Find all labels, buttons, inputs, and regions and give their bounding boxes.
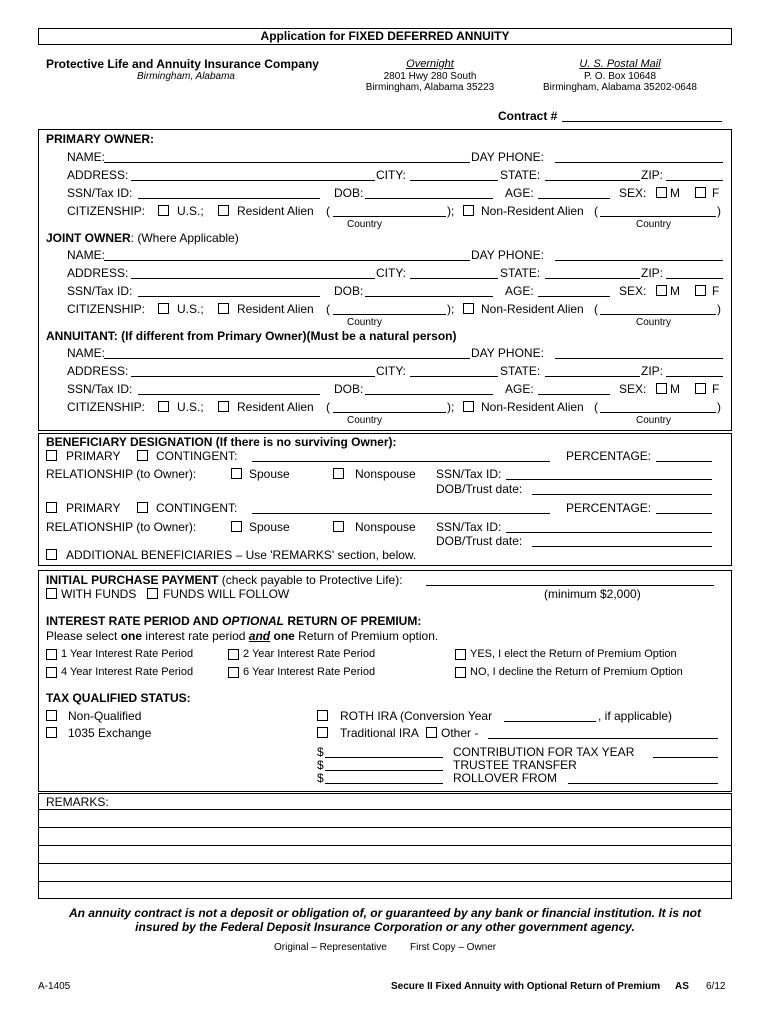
joint-nra-country-caption: Country [636,317,672,328]
joint-nra-country-field[interactable] [600,314,716,315]
joint-ra-country-field[interactable] [333,314,446,315]
postal-label: U. S. Postal Mail [579,58,661,70]
annuitant-sex-m-checkbox[interactable] [656,383,667,394]
form-title: Application for FIXED DEFERRED ANNUITY [260,29,510,43]
annuitant-nra-country-field[interactable] [600,412,716,413]
beneficiary1-percentage-label: PERCENTAGE: [566,449,652,463]
payment-title-bold: INITIAL PURCHASE PAYMENT [46,573,219,587]
with-funds-checkbox[interactable] [46,588,57,599]
form-state: AS [675,981,689,992]
rop-yes-checkbox[interactable] [455,649,466,660]
beneficiary2-dob-field[interactable] [532,546,712,547]
annuitant-age-field[interactable] [538,394,610,395]
product-name: Secure II Fixed Annuity with Optional Return of Premium [391,981,661,992]
annuitant-state-label: STATE: [500,364,541,378]
joint-age-label: AGE: [505,284,534,298]
beneficiary2-spouse-label: Spouse [249,520,290,534]
rollover-label: ROLLOVER FROM [453,771,558,785]
beneficiary1-ssn-label: SSN/Tax ID: [436,467,502,481]
company-name: Protective Life and Annuity Insurance Company [46,57,319,71]
with-funds-label: WITH FUNDS [61,587,137,601]
joint-name-label: NAME: [67,248,106,262]
rate-2yr-label: 2 Year Interest Rate Period [243,648,376,660]
roth-ira-checkbox[interactable] [317,710,328,721]
beneficiary2-name-field[interactable] [252,513,550,514]
annuitant-us-checkbox[interactable] [158,401,169,412]
interest-title-d: : [417,614,422,628]
primary-age-field[interactable] [538,198,610,199]
joint-phone-field[interactable] [555,260,723,261]
primary-city-label: CITY: [376,168,407,182]
funds-follow-checkbox[interactable] [147,588,158,599]
joint-resident-alien-label: Resident Alien [237,302,314,316]
primary-dob-field[interactable] [365,198,493,199]
interest-title-a: INTEREST RATE PERIOD AND [46,614,223,628]
rollover-from-field[interactable] [568,783,718,784]
annuitant-sex-f-checkbox[interactable] [695,383,706,394]
annuitant-ra-close: ); [447,400,455,414]
joint-ra-close: ); [447,302,455,316]
primary-sex-m-label: M [670,186,680,200]
annuitant-title [46,330,457,342]
additional-beneficiaries-label: ADDITIONAL BENEFICIARIES – Use 'REMARKS' section, below. [66,548,417,562]
annuitant-ra-open-paren: ( [326,400,330,414]
annuitant-resident-alien-label: Resident Alien [237,400,314,414]
beneficiary2-contingent-label: CONTINGENT: [156,501,238,515]
rate-1yr-checkbox[interactable] [46,649,57,660]
primary-owner-title: PRIMARY OWNER: [46,132,154,146]
overnight-address-1: 2801 Hwy 280 South [383,71,477,82]
beneficiary1-contingent-label: CONTINGENT: [156,449,238,463]
primary-sex-label: SEX: [619,186,647,200]
annuitant-ra-country-caption: Country [347,415,383,426]
joint-state-field[interactable] [545,278,640,279]
joint-sex-f-label: F [712,284,720,298]
joint-us-checkbox[interactable] [158,303,169,314]
beneficiary1-nonspouse-label: Nonspouse [355,467,416,481]
primary-state-field[interactable] [545,180,640,181]
beneficiary2-primary-label: PRIMARY [66,501,121,515]
remarks-label: REMARKS: [46,795,109,809]
joint-address-field[interactable] [131,278,375,279]
annuitant-age-label: AGE: [505,382,534,396]
joint-ra-open-paren: ( [326,302,330,316]
beneficiary2-percentage-label: PERCENTAGE: [566,501,652,515]
joint-owner-title [46,232,239,244]
annuitant-phone-label: DAY PHONE: [471,346,544,360]
remarks-line-3[interactable] [38,845,732,846]
annuitant-nra-open-paren: ( [594,400,598,414]
non-qualified-label: Non-Qualified [68,709,142,723]
primary-sex-m-checkbox[interactable] [656,187,667,198]
overnight-label: Overnight [406,58,454,70]
annuitant-title-a: ANNUITANT [46,329,114,343]
payment-amount-field[interactable] [426,585,714,586]
other-checkbox[interactable] [426,727,437,738]
interest-title-b: OPTIONAL [222,614,285,628]
beneficiary1-nonspouse-checkbox[interactable] [333,468,344,479]
tax-status-title: TAX QUALIFIED STATUS: [46,691,191,705]
minimum-amount-note: (minimum $2,000) [544,587,641,601]
joint-address-label: ADDRESS: [67,266,129,280]
joint-dob-field[interactable] [365,296,493,297]
primary-city-field[interactable] [410,180,498,181]
non-qualified-checkbox[interactable] [46,710,57,721]
annuitant-sex-label: SEX: [619,382,647,396]
annuitant-dob-field[interactable] [365,394,493,395]
disclaimer-line-2: insured by the Federal Deposit Insurance Corporation or any other government agency. [135,920,635,934]
joint-nra-label: Non-Resident Alien [481,302,584,316]
annuitant-zip-label: ZIP: [641,364,664,378]
rate-4yr-label: 4 Year Interest Rate Period [61,666,194,678]
primary-sex-f-checkbox[interactable] [695,187,706,198]
primary-nra-country-field[interactable] [600,216,716,217]
beneficiary1-contingent-checkbox[interactable] [137,450,148,461]
company-city: Birmingham, Alabama [136,71,235,82]
primary-ssn-field[interactable] [138,198,320,199]
joint-ra-country-caption: Country [347,317,383,328]
annuitant-zip-field[interactable] [666,376,723,377]
annuitant-us-label: U.S.; [177,400,204,414]
joint-owner-title-b: : (Where Applicable) [130,231,239,245]
annuitant-nra-checkbox[interactable] [463,401,474,412]
beneficiary2-contingent-checkbox[interactable] [137,502,148,513]
beneficiary1-primary-label: PRIMARY [66,449,121,463]
primary-ra-country-caption: Country [347,219,383,230]
beneficiary2-nonspouse-label: Nonspouse [355,520,416,534]
annuitant-address-field[interactable] [131,376,375,377]
joint-sex-m-label: M [670,284,680,298]
rate-2yr-checkbox[interactable] [228,649,239,660]
primary-address-label: ADDRESS: [67,168,129,182]
joint-nra-close: ) [717,302,721,316]
remarks-line-5[interactable] [38,881,732,882]
annuitant-state-field[interactable] [545,376,640,377]
primary-dob-label: DOB: [334,186,364,200]
beneficiary-title: BENEFICIARY DESIGNATION (If there is no surviving Owner): [46,435,397,449]
annuitant-nra-label: Non-Resident Alien [481,400,584,414]
rop-no-label: NO, I decline the Return of Premium Option [470,666,683,678]
joint-nra-checkbox[interactable] [463,303,474,314]
joint-phone-label: DAY PHONE: [471,248,544,262]
annuitant-city-field[interactable] [410,376,498,377]
contract-label: Contract # [498,109,558,123]
roth-ira-tail: , if applicable) [598,709,673,723]
beneficiary2-spouse-checkbox[interactable] [231,521,242,532]
beneficiary2-nonspouse-checkbox[interactable] [333,521,344,532]
annuitant-sex-m-label: M [670,382,680,396]
primary-zip-label: ZIP: [641,168,664,182]
primary-us-checkbox[interactable] [158,205,169,216]
annuitant-resident-alien-checkbox[interactable] [218,401,229,412]
annuitant-citizenship-label: CITIZENSHIP: [67,400,146,414]
rate-4yr-checkbox[interactable] [46,667,57,678]
annuitant-name-label: NAME: [67,346,106,360]
interest-instr-6: one [273,629,295,643]
annuitant-dob-label: DOB: [334,382,364,396]
beneficiary2-relationship-label: RELATIONSHIP (to Owner): [46,520,197,534]
contribution-amount-field[interactable] [325,757,443,758]
joint-sex-label: SEX: [619,284,647,298]
joint-sex-m-checkbox[interactable] [656,285,667,296]
postal-address-1: P. O. Box 10648 [583,71,657,82]
annuitant-phone-field[interactable] [555,358,723,359]
contract-number-field[interactable] [562,121,722,122]
interest-instr-4: and [248,629,271,643]
joint-nra-open-paren: ( [594,302,598,316]
annuitant-name-field[interactable] [104,358,470,359]
primary-phone-field[interactable] [555,162,723,163]
rate-6yr-checkbox[interactable] [228,667,239,678]
beneficiary1-percentage-field[interactable] [656,461,712,462]
payment-title-rest: (check payable to Protective Life): [218,573,403,587]
primary-sex-f-label: F [712,186,720,200]
beneficiary2-ssn-field[interactable] [506,532,712,533]
beneficiary2-primary-checkbox[interactable] [46,502,57,513]
joint-us-label: U.S.; [177,302,204,316]
roth-conversion-year-field[interactable] [504,721,596,722]
interest-instructions [46,630,438,642]
joint-city-label: CITY: [376,266,407,280]
contribution-dollar-sign: $ [317,745,324,759]
primary-nra-label: Non-Resident Alien [481,204,584,218]
interest-instr-3: interest rate period [142,629,249,643]
joint-ssn-field[interactable] [138,296,320,297]
beneficiary2-percentage-field[interactable] [656,513,712,514]
primary-resident-alien-checkbox[interactable] [218,205,229,216]
other-field[interactable] [488,738,718,739]
rate-1yr-label: 1 Year Interest Rate Period [61,648,194,660]
exchange-1035-label: 1035 Exchange [68,726,152,740]
traditional-ira-checkbox[interactable] [317,727,328,738]
trustee-amount-field[interactable] [325,770,443,771]
remarks-line-4[interactable] [38,863,732,864]
payment-title [46,574,403,586]
copy-owner: First Copy – Owner [410,942,497,953]
annuitant-nra-country-caption: Country [636,415,672,426]
annuitant-ssn-field[interactable] [138,394,320,395]
interest-title [46,615,421,627]
contribution-label: CONTRIBUTION FOR TAX YEAR [453,745,635,759]
form-number: A-1405 [38,981,71,992]
primary-resident-alien-label: Resident Alien [237,204,314,218]
interest-instr-1: Please select [46,629,121,643]
exchange-1035-checkbox[interactable] [46,727,57,738]
primary-ra-close: ); [447,204,455,218]
remarks-line-2[interactable] [38,827,732,828]
trustee-dollar-sign: $ [317,758,324,772]
annuitant-city-label: CITY: [376,364,407,378]
traditional-ira-label: Traditional IRA [340,726,419,740]
rop-yes-label: YES, I elect the Return of Premium Option [470,648,677,660]
annuitant-address-label: ADDRESS: [67,364,129,378]
joint-dob-label: DOB: [334,284,364,298]
trustee-label: TRUSTEE TRANSFER [453,758,577,772]
copy-original: Original – Representative [274,942,387,953]
rollover-amount-field[interactable] [325,783,443,784]
interest-title-c: RETURN OF PREMIUM [284,614,418,628]
form-date: 6/12 [706,981,726,992]
funds-follow-label: FUNDS WILL FOLLOW [163,587,290,601]
beneficiary1-spouse-label: Spouse [249,467,290,481]
primary-state-label: STATE: [500,168,541,182]
joint-state-label: STATE: [500,266,541,280]
primary-age-label: AGE: [505,186,534,200]
primary-ssn-label: SSN/Tax ID: [67,186,133,200]
roth-ira-label: ROTH IRA (Conversion Year [340,709,493,723]
beneficiary1-relationship-label: RELATIONSHIP (to Owner): [46,467,197,481]
annuitant-title-b: : (If different from Primary Owner)(Must be a natural person) [113,329,457,343]
beneficiary1-name-field[interactable] [252,461,550,462]
primary-phone-label: DAY PHONE: [471,150,544,164]
remarks-line-1[interactable] [38,809,732,810]
beneficiary2-dob-label: DOB/Trust date: [436,534,523,548]
beneficiary1-dob-field[interactable] [532,494,712,495]
beneficiary1-ssn-field[interactable] [506,479,712,480]
primary-address-field[interactable] [131,180,375,181]
annuitant-nra-close: ) [717,400,721,414]
interest-instr-7: Return of Premium option. [294,629,439,643]
annuitant-sex-f-label: F [712,382,720,396]
beneficiary2-ssn-label: SSN/Tax ID: [436,520,502,534]
joint-age-field[interactable] [538,296,610,297]
primary-ra-country-field[interactable] [333,216,446,217]
primary-ra-open-paren: ( [326,204,330,218]
rollover-dollar-sign: $ [317,771,324,785]
joint-citizenship-label: CITIZENSHIP: [67,302,146,316]
annuitant-ssn-label: SSN/Tax ID: [67,382,133,396]
interest-instr-2: one [120,629,143,643]
joint-zip-label: ZIP: [641,266,664,280]
beneficiary1-spouse-checkbox[interactable] [231,468,242,479]
primary-zip-field[interactable] [666,180,723,181]
postal-address-2: Birmingham, Alabama 35202-0648 [543,82,697,93]
joint-sex-f-checkbox[interactable] [695,285,706,296]
primary-nra-country-caption: Country [636,219,672,230]
joint-zip-field[interactable] [666,278,723,279]
primary-nra-open-paren: ( [594,204,598,218]
joint-name-field[interactable] [104,260,470,261]
rop-no-checkbox[interactable] [455,667,466,678]
rate-6yr-label: 6 Year Interest Rate Period [243,666,376,678]
primary-nra-checkbox[interactable] [463,205,474,216]
joint-ssn-label: SSN/Tax ID: [67,284,133,298]
joint-city-field[interactable] [410,278,498,279]
additional-beneficiaries-checkbox[interactable] [46,549,57,560]
annuitant-ra-country-field[interactable] [333,412,446,413]
beneficiary1-primary-checkbox[interactable] [46,450,57,461]
contribution-year-field[interactable] [653,757,718,758]
disclaimer-line-1: An annuity contract is not a deposit or obligation of, or guaranteed by any bank or financial institution. It is not [68,906,702,920]
other-label: Other - [441,726,479,740]
primary-us-label: U.S.; [177,204,204,218]
joint-owner-title-a: JOINT OWNER [46,231,131,245]
overnight-address-2: Birmingham, Alabama 35223 [365,82,495,93]
joint-resident-alien-checkbox[interactable] [218,303,229,314]
primary-nra-close: ) [717,204,721,218]
primary-name-label: NAME: [67,150,106,164]
primary-citizenship-label: CITIZENSHIP: [67,204,146,218]
beneficiary1-dob-label: DOB/Trust date: [436,482,523,496]
primary-name-field[interactable] [104,162,470,163]
